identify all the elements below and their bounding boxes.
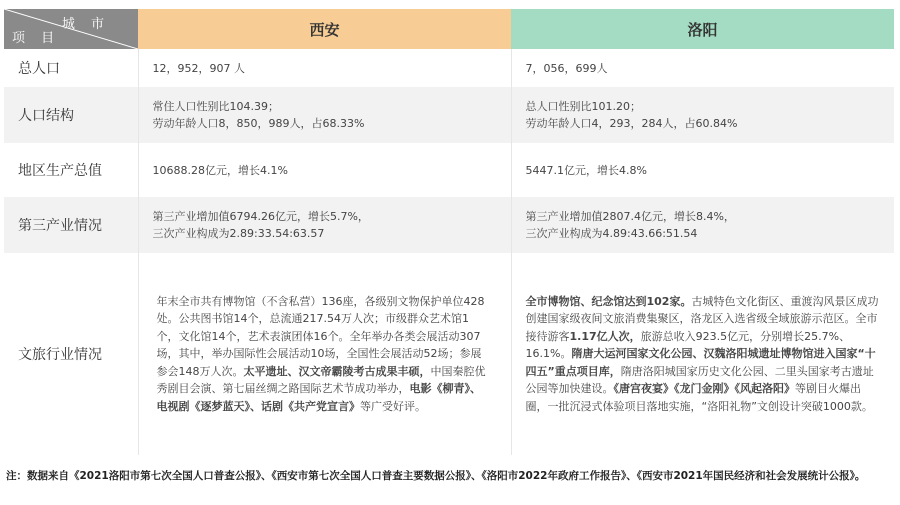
structure-luoyang [511,87,894,143]
row-population [4,49,894,87]
tertiary-xian-line2: 三次产业构成为2.89:33.54:63.57 [152,227,325,240]
population-luoyang: 7，056，699人 [511,49,894,87]
structure-xian [138,87,511,143]
culture-luoyang-p4: 等剧目火爆出圈，一批沉浸式体验项目落地实施，“洛阳礼物”文创设计突破1000款。 [525,382,873,413]
culture-xian-p1: 年末全市共有博物馆（不含私营）136座，各级别文物保护单位428处。公共图书馆14个，总流通217.54万人次；市级群众艺术馆1个，文化馆14个，艺术表演团体16个。全年举办各类会展活动307场，其中，举办国际性会展活动10场，全国性会展活动52场；参展参会148万人次。 [156,294,485,378]
row-label-gdp: 地区生产总值 [4,143,138,197]
tertiary-xian [138,197,511,253]
population-xian: 12，952，907 人 [138,49,511,87]
structure-xian-line1: 常住人口性别比104.39； [152,100,279,113]
culture-xian-text [153,293,499,416]
row-label-population: 总人口 [4,49,138,87]
culture-luoyang-p2: 旅游总收入923.5亿元，分别增长25.7%、16.1%。 [525,329,851,361]
culture-xian-p2: 中国秦腔优秀剧目会演、第七届丝绸之路国际艺术节成功举办， [156,364,486,396]
header-row [4,9,894,49]
header-luoyang: 洛阳 [511,9,894,49]
row-culture [4,253,894,455]
corner-city-label: 城 市 [61,17,110,32]
gdp-xian: 10688.28亿元，增长4.1% [138,143,511,197]
culture-luoyang-b2: 1.17亿人次， [569,329,641,343]
culture-xian [138,253,511,455]
row-tertiary [4,197,894,253]
footnote: 注：数据来自《2021洛阳市第七次全国人口普查公报》、《西安市第七次全国人口普查主要数据公报》、《洛阳市2022年政府工作报告》、《西安市2021年国民经济和社会发展统计公报》。 [6,470,866,482]
tertiary-luoyang-line2: 三次产业构成为4.89:43.66:51.54 [525,227,698,240]
header-xian: 西安 [138,9,511,49]
culture-luoyang [511,253,894,455]
structure-luoyang-line2: 劳动年龄人口4，293，284人，占60.84% [525,117,738,130]
culture-luoyang-p3: 隋唐洛阳城国家历史文化公园、二里头国家考古遗址公园等加快建设。 [525,364,874,396]
structure-xian-line2: 劳动年龄人口8，850，989人，占68.33% [152,117,365,130]
culture-xian-p3: 等广受好评。 [360,399,426,413]
culture-luoyang-p1: 古城特色文化街区、重渡沟风景区成功创建国家级夜间文旅消费集聚区，洛龙区入选省级全域旅游示范区。全市接待游客 [525,294,879,343]
tertiary-luoyang-line1: 第三产业增加值2807.4亿元，增长8.4%， [525,210,735,223]
culture-xian-b1: 太平遗址、汉文帝霸陵考古成果丰硕， [243,364,431,378]
culture-luoyang-b4: 《唐宫夜宴》《龙门金刚》《风起洛阳》 [613,382,795,396]
row-structure [4,87,894,143]
tertiary-xian-line1: 第三产业增加值6794.26亿元，增长5.7%， [152,210,369,223]
corner-item-label: 项 目 [12,31,61,46]
culture-luoyang-b1: 全市博物馆、纪念馆达到102家。 [525,294,692,308]
comparison-table [4,9,894,455]
structure-luoyang-line1: 总人口性别比101.20； [525,100,641,113]
culture-luoyang-b3: 隋唐大运河国家文化公园、汉魏洛阳城遗址博物馆进入国家“十四五”重点项目库， [525,347,876,378]
row-label-culture: 文旅行业情况 [4,253,138,455]
culture-luoyang-text [526,293,883,416]
header-corner-cell [4,9,138,49]
gdp-luoyang: 5447.1亿元，增长4.8% [511,143,894,197]
row-label-structure: 人口结构 [4,87,138,143]
row-label-tertiary: 第三产业情况 [4,197,138,253]
culture-xian-b2: 电影《柳青》、电视剧《逐梦蓝天》、话剧《共产党宣言》 [156,382,481,413]
tertiary-luoyang [511,197,894,253]
row-gdp [4,143,894,197]
